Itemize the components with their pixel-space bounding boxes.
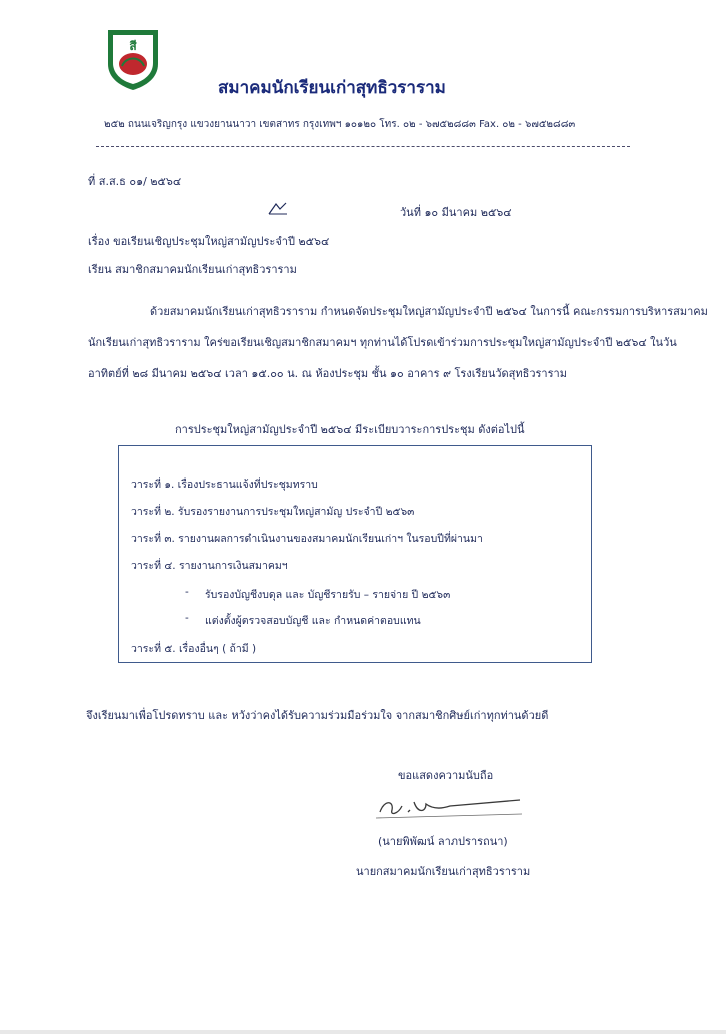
letter-subject: เรื่อง ขอเรียนเชิญประชุมใหญ่สามัญประจำปี ๒๕๖๔ — [88, 235, 330, 248]
agenda-item-4: วาระที่ ๔. รายงานการเงินสมาคมฯ — [131, 560, 288, 572]
agenda-sub-item: รับรองบัญชีงบดุล และ บัญชีรายรับ – รายจ่าย ปี ๒๕๖๓ — [205, 589, 451, 601]
agenda-sub-bullet: - — [185, 586, 189, 598]
signer-name: (นายพิพัฒน์ ลาภปรารถนา) — [378, 835, 508, 848]
body-paragraph: ด้วยสมาคมนักเรียนเก่าสุทธิวราราม กำหนดจัดประชุมใหญ่สามัญประจำปี ๒๕๖๔ ในการนี้ คณะกรรมการบริหารสมาคมนักเรียนเก่าสุทธิวราราม ใคร่ขอเรียนเชิญสมาชิกสมาคมฯ ทุกท่านได้โปรดเข้าร่วมการประชุมใหญ่สามัญประจำปี ๒๕๖๔ ในวันอาทิตย์ที่ ๒๘ มีนาคม ๒๕๖๔ เวลา ๑๕.๐๐ น. ณ ห้องประชุม ชั้น ๑๐ อาคาร ๙ โรงเรียนวัดสุทธิวราราม — [88, 305, 708, 380]
agenda-intro: การประชุมใหญ่สามัญประจำปี ๒๕๖๔ มีระเบียบวาระการประชุม ดังต่อไปนี้ — [175, 423, 525, 436]
regards-text: ขอแสดงความนับถือ — [398, 769, 494, 782]
org-title: สมาคมนักเรียนเก่าสุทธิวราราม — [218, 78, 446, 98]
agenda-box — [118, 445, 592, 663]
reference-number: ที่ ส.ส.ธ ๐๑/ ๒๕๖๔ — [88, 175, 182, 188]
agenda-item-5: วาระที่ ๕. เรื่องอื่นๆ ( ถ้ามี ) — [131, 643, 257, 655]
agenda-item-3: วาระที่ ๓. รายงานผลการดำเนินงานของสมาคมนักเรียนเก่าฯ ในรอบปีที่ผ่านมา — [131, 533, 483, 545]
logo-letter: สี — [129, 39, 137, 53]
letter-body — [88, 296, 708, 389]
org-address: ๒๕๒ ถนนเจริญกรุง แขวงยานนาวา เขตสาทร กรุงเทพฯ ๑๐๑๒๐ โทร. ๐๒ - ๖๗๕๒๘๘๓ Fax. ๐๒ - ๖๗๕๒๘๘๓ — [104, 119, 576, 130]
letter-date: วันที่ ๑๐ มีนาคม ๒๕๖๔ — [400, 206, 512, 219]
signature-icon — [374, 790, 524, 822]
closing-text: จึงเรียนมาเพื่อโปรดทราบ และ หวังว่าคงได้รับความร่วมมือร่วมใจ จากสมาชิกศิษย์เก่าทุกท่านด้วยดี — [86, 709, 549, 722]
agenda-item-2: วาระที่ ๒. รับรองรายงานการประชุมใหญ่สามัญ ประจำปี ๒๕๖๓ — [131, 506, 415, 518]
agenda-item-1: วาระที่ ๑. เรื่องประธานแจ้งที่ประชุมทราบ — [131, 479, 318, 491]
pen-mark-icon — [268, 200, 288, 216]
letter-recipient: เรียน สมาชิกสมาคมนักเรียนเก่าสุทธิวราราม — [88, 263, 297, 276]
header-divider — [96, 146, 630, 147]
school-crest-icon — [102, 26, 164, 92]
agenda-sub-item: แต่งตั้งผู้ตรวจสอบบัญชี และ กำหนดค่าตอบแทน — [205, 615, 421, 627]
agenda-sub-bullet: - — [185, 612, 189, 624]
signer-title: นายกสมาคมนักเรียนเก่าสุทธิวราราม — [356, 865, 531, 878]
page-bottom-edge — [0, 1030, 726, 1034]
